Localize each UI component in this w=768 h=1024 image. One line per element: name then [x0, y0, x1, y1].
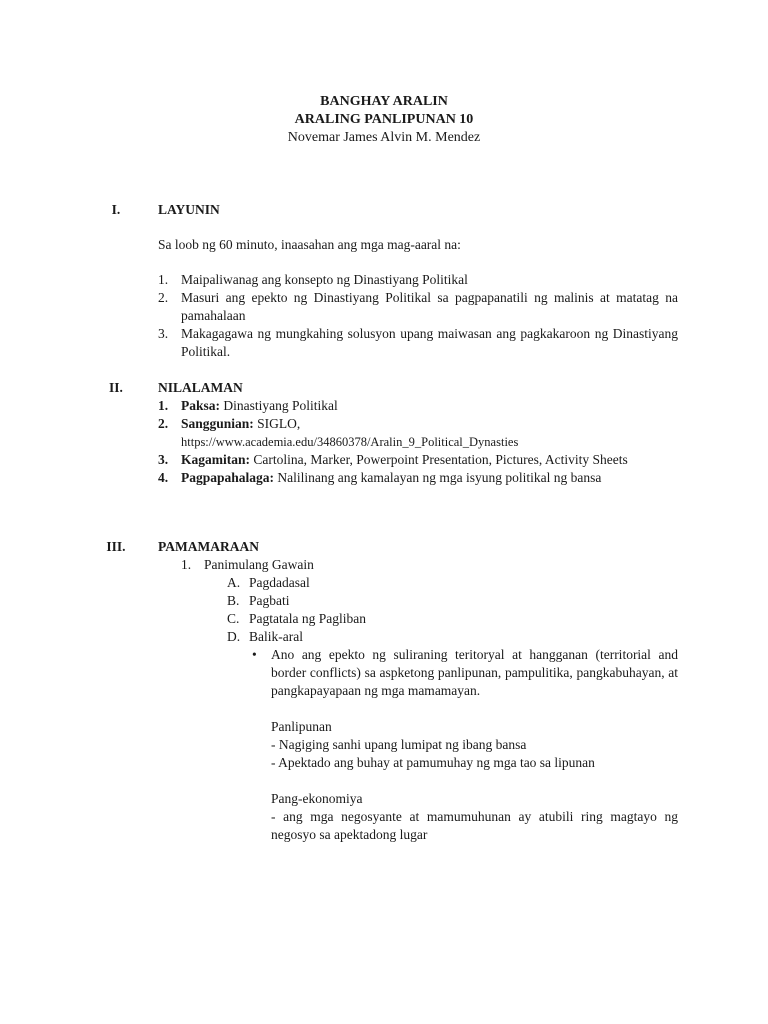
- sub-letter: D.: [227, 629, 241, 644]
- group-heading: Panlipunan: [271, 719, 332, 734]
- item-label: Kagamitan:: [181, 452, 250, 467]
- list-number: 3.: [158, 452, 169, 467]
- group-line: - Apektado ang buhay at pamumuhay ng mga tao sa lipunan: [271, 755, 595, 770]
- author-name: Novemar James Alvin M. Mendez: [287, 130, 481, 145]
- sub-letter: A.: [227, 575, 241, 590]
- group-heading: Pang-ekonomiya: [271, 791, 363, 806]
- document-header: [0, 93, 768, 147]
- item-text: Cartolina, Marker, Powerpoint Presentation, Pictures, Activity Sheets: [250, 452, 628, 467]
- list-item: [158, 271, 678, 289]
- sub-item: Pagdadasal: [249, 575, 310, 590]
- section-number: III.: [106, 539, 126, 554]
- list-item: [158, 415, 678, 451]
- list-item: [158, 451, 678, 469]
- item-label: Paksa:: [181, 398, 221, 413]
- sub-item: Pagtatala ng Pagliban: [249, 611, 366, 626]
- section-number: I.: [111, 202, 121, 217]
- section-title-pamamaraan: PAMAMARAAN: [158, 539, 259, 554]
- list-number: 2.: [158, 416, 169, 431]
- list-number: 2.: [158, 290, 169, 305]
- group-line: - ang mga negosyante at mamumuhunan ay atubili ring magtayo ng negosyo sa apektadong lugar: [271, 809, 678, 842]
- item-label: Sanggunian:: [181, 416, 254, 431]
- list-number: 4.: [158, 470, 169, 485]
- list-number: 1.: [158, 398, 169, 413]
- list-item: [158, 397, 678, 415]
- step-number: 1.: [181, 557, 192, 572]
- document-subtitle: ARALING PANLIPUNAN 10: [294, 112, 474, 127]
- layunin-intro: Sa loob ng 60 minuto, inaasahan ang mga mag-aaral na:: [158, 237, 461, 252]
- step-label: Panimulang Gawain: [204, 557, 314, 572]
- section-number: II.: [109, 380, 123, 395]
- balik-aral-bullet: [252, 646, 678, 700]
- sub-item: Balik-aral: [249, 629, 303, 644]
- list-number: 3.: [158, 326, 169, 341]
- item-label: Pagpapahalaga:: [181, 470, 275, 485]
- list-item: [158, 325, 678, 361]
- bullet-icon: •: [252, 647, 257, 662]
- document-title: BANGHAY ARALIN: [320, 94, 448, 109]
- sub-item: Pagbati: [249, 593, 290, 608]
- sub-letter: C.: [227, 611, 240, 626]
- list-text: Masuri ang epekto ng Dinastiyang Politikal sa pagpapanatili ng malinis at matatag na pamahalaan: [181, 290, 678, 323]
- list-text: Maipaliwanag ang konsepto ng Dinastiyang Politikal: [181, 272, 468, 287]
- section-title-layunin: LAYUNIN: [158, 202, 220, 217]
- item-text: Dinastiyang Politikal: [220, 398, 338, 413]
- item-text: Nalilinang ang kamalayan ng mga isyung politikal ng bansa: [274, 470, 602, 485]
- nilalaman-list: [158, 397, 678, 487]
- section-title-nilalaman: NILALAMAN: [158, 380, 243, 395]
- layunin-list: [158, 271, 678, 361]
- item-text: SIGLO,: [253, 416, 301, 431]
- list-number: 1.: [158, 272, 169, 287]
- bullet-question: Ano ang epekto ng suliraning teritoryal at hangganan (territorial and border conflicts) sa aspketong panlipunan, pampulitika, pangkabuhayan, at pangkapayapaan ng mga mamamayan.: [271, 647, 678, 698]
- group-line: - Nagiging sanhi upang lumipat ng ibang bansa: [271, 737, 527, 752]
- list-item: [158, 289, 678, 325]
- list-item: [158, 469, 678, 487]
- list-text: Makagagawa ng mungkahing solusyon upang maiwasan ang pagkakaroon ng Dinastiyang Politikal.: [181, 326, 678, 359]
- reference-url: https://www.academia.edu/34860378/Aralin_9_Political_Dynasties: [181, 435, 519, 449]
- sub-letter: B.: [227, 593, 240, 608]
